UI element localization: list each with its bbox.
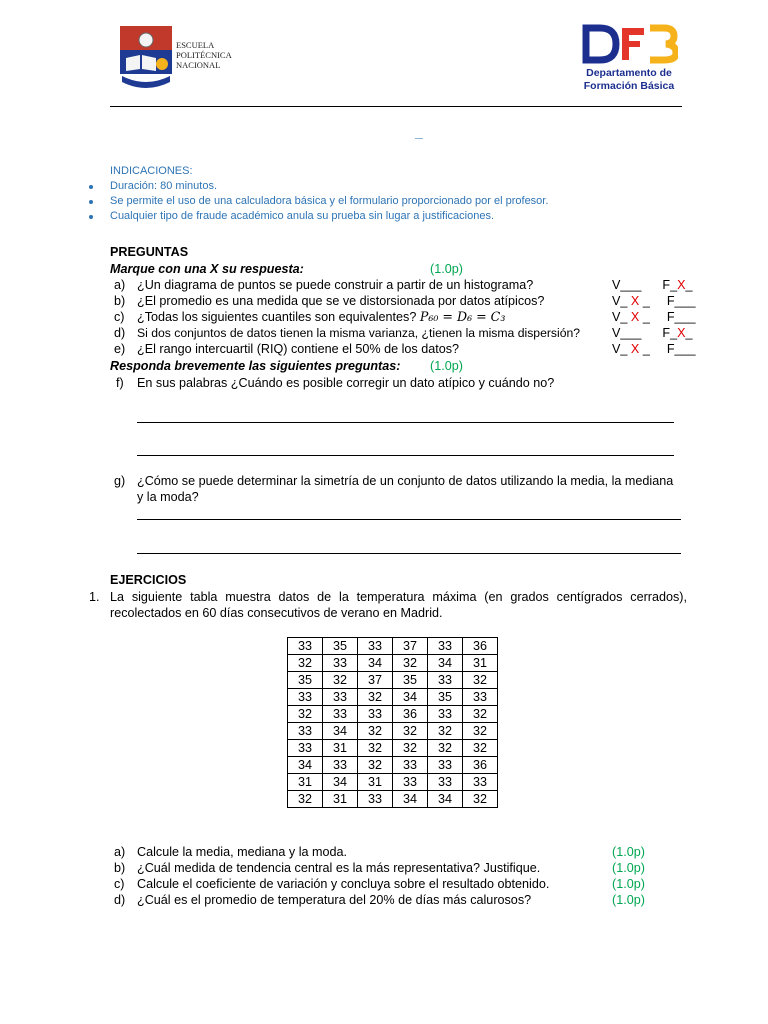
table-row (288, 672, 498, 689)
epn-logo-line-3: NACIONAL (176, 60, 221, 70)
table-cell: 33 (428, 672, 463, 689)
table-cell: 33 (393, 757, 428, 774)
ejercicio-statement-cont: recolectados en 60 días consecutivos de verano en Madrid. (110, 606, 443, 620)
exercise-question: Calcule la media, mediana y la moda. (137, 845, 348, 859)
table-cell: 35 (323, 638, 358, 655)
vf-answer (612, 293, 696, 309)
table-cell: 32 (393, 723, 428, 740)
table-cell: 31 (358, 774, 393, 791)
table-cell: 32 (288, 706, 323, 723)
table-cell: 32 (463, 791, 498, 808)
vf-question: ¿El promedio es una medida que se ve distorsionada por datos atípicos? (137, 294, 545, 308)
epn-logo-line-2: POLITÉCNICA (176, 50, 232, 60)
table-cell: 33 (428, 774, 463, 791)
title-mark: _ (415, 124, 423, 140)
table-row (288, 791, 498, 808)
table-cell: 34 (393, 689, 428, 706)
answer-line[interactable] (137, 422, 674, 423)
exercise-question: ¿Cuál medida de tendencia central es la más representativa? Justifique. (137, 861, 541, 875)
short-question-cont: y la moda? (137, 490, 199, 504)
indicacion-item: Se permite el uso de una calculadora básica y el formulario proporcionado por el profesor. (110, 195, 549, 207)
f-option[interactable]: F_X_ (662, 278, 693, 292)
table-cell: 33 (463, 689, 498, 706)
vf-question: Si dos conjuntos de datos tienen la misma varianza, ¿tienen la misma dispersión? (137, 326, 581, 340)
short-question: ¿Cómo se puede determinar la simetría de un conjunto de datos utilizando la media, la mediana (137, 474, 674, 488)
vf-letter: c) (114, 310, 125, 324)
v-option[interactable]: V_ X _ (612, 342, 650, 356)
epn-logo (120, 26, 240, 92)
table-row (288, 723, 498, 740)
table-cell: 32 (463, 723, 498, 740)
table-cell: 33 (323, 689, 358, 706)
exercise-question: Calcule el coeficiente de variación y concluya sobre el resultado obtenido. (137, 877, 550, 891)
table-cell: 35 (393, 672, 428, 689)
table-cell: 32 (463, 706, 498, 723)
bullet-icon (89, 215, 93, 219)
table-cell: 33 (358, 638, 393, 655)
short-question: En sus palabras ¿Cuándo es posible corregir un dato atípico y cuándo no? (137, 376, 555, 390)
dfb-mark-icon (582, 24, 678, 64)
table-cell: 34 (323, 774, 358, 791)
table-cell: 34 (358, 655, 393, 672)
table-cell: 34 (428, 791, 463, 808)
exercise-letter: c) (114, 877, 125, 891)
table-cell: 31 (323, 791, 358, 808)
table-cell: 34 (393, 791, 428, 808)
f-option[interactable]: F___ (666, 294, 696, 308)
v-option[interactable]: V_ X _ (612, 294, 650, 308)
ejercicio-number: 1. (89, 590, 100, 604)
f-option[interactable]: F___ (666, 310, 696, 324)
vf-letter: d) (114, 326, 126, 340)
table-cell: 32 (358, 740, 393, 757)
table-cell: 33 (288, 689, 323, 706)
header-divider (110, 106, 682, 107)
table-cell: 34 (428, 655, 463, 672)
short-letter: f) (116, 376, 124, 390)
exercise-points: (1.0p) (612, 861, 645, 875)
vf-letter: a) (114, 278, 126, 292)
table-cell: 35 (428, 689, 463, 706)
table-cell: 32 (288, 655, 323, 672)
dfb-name-line-2: Formación Básica (583, 80, 675, 92)
table-cell: 34 (288, 757, 323, 774)
table-cell: 33 (428, 706, 463, 723)
vf-answer (612, 277, 693, 293)
bullet-icon (89, 185, 93, 189)
table-row (288, 757, 498, 774)
table-cell: 36 (463, 638, 498, 655)
dfb-name-line-1: Departamento de (586, 67, 672, 79)
table-cell: 37 (358, 672, 393, 689)
table-cell: 33 (463, 774, 498, 791)
table-cell: 32 (288, 791, 323, 808)
table-cell: 32 (393, 655, 428, 672)
table-row (288, 655, 498, 672)
table-cell: 35 (288, 672, 323, 689)
vf-question: ¿Un diagrama de puntos se puede construir a partir de un histograma? (137, 278, 534, 292)
table-cell: 32 (463, 740, 498, 757)
vf-answer (612, 309, 696, 325)
table-row (288, 740, 498, 757)
ejercicio-statement: La siguiente tabla muestra datos de la temperatura máxima (en grados centígrados cerrados), (110, 590, 687, 604)
ejercicios-title: EJERCICIOS (110, 573, 187, 587)
table-cell: 36 (393, 706, 428, 723)
table-cell: 32 (428, 740, 463, 757)
dfb-logo (576, 24, 686, 96)
vf-answer (612, 341, 696, 357)
v-option[interactable]: V___ (612, 326, 642, 340)
vf-letter: e) (114, 342, 126, 356)
table-cell: 32 (393, 740, 428, 757)
vf-letter: b) (114, 294, 126, 308)
table-cell: 34 (323, 723, 358, 740)
table-cell: 31 (463, 655, 498, 672)
table-cell: 33 (288, 740, 323, 757)
table-cell: 37 (393, 638, 428, 655)
indicacion-item: Duración: 80 minutos. (110, 180, 217, 192)
vf-question: ¿Todas los siguientes cuantiles son equivalentes? P₆₀ = D₆ = C₃ (137, 309, 506, 324)
exercise-points: (1.0p) (612, 877, 645, 891)
f-option[interactable]: F_X_ (662, 326, 693, 340)
exercise-letter: b) (114, 861, 126, 875)
indicacion-item: Cualquier tipo de fraude académico anula su prueba sin lugar a justificaciones. (110, 210, 495, 222)
table-cell: 33 (288, 723, 323, 740)
table-cell: 33 (428, 638, 463, 655)
table-row (288, 706, 498, 723)
bullet-icon (89, 200, 93, 204)
temperature-table (287, 637, 498, 808)
table-cell: 33 (358, 706, 393, 723)
table-cell: 31 (323, 740, 358, 757)
table-cell: 32 (428, 723, 463, 740)
exercise-letter: a) (114, 845, 126, 859)
table-cell: 33 (428, 757, 463, 774)
exercise-points: (1.0p) (612, 845, 645, 859)
vf-answer (612, 325, 693, 341)
table-cell: 32 (358, 723, 393, 740)
table-cell: 33 (288, 638, 323, 655)
answer-line[interactable] (137, 455, 674, 456)
f-option[interactable]: F___ (666, 342, 696, 356)
exercise-letter: d) (114, 893, 126, 907)
vf-points: (1.0p) (430, 262, 463, 276)
short-instruction: Responda brevemente las siguientes preguntas: (110, 359, 401, 373)
exercise-points: (1.0p) (612, 893, 645, 907)
short-letter: g) (114, 474, 126, 488)
table-row (288, 689, 498, 706)
v-option[interactable]: V_ X _ (612, 310, 650, 324)
table-cell: 32 (358, 757, 393, 774)
indicaciones-title: INDICACIONES: (110, 165, 193, 177)
table-cell: 33 (358, 791, 393, 808)
epn-shield-icon (120, 26, 172, 92)
table-cell: 32 (323, 672, 358, 689)
exercise-question: ¿Cuál es el promedio de temperatura del 20% de días más calurosos? (137, 893, 532, 907)
table-row (288, 774, 498, 791)
preguntas-title: PREGUNTAS (110, 245, 189, 259)
quantile-formula: P₆₀ = D₆ = C₃ (419, 309, 506, 324)
answer-line[interactable] (137, 553, 681, 554)
short-points: (1.0p) (430, 359, 463, 373)
table-cell: 32 (463, 672, 498, 689)
vf-question: ¿El rango intercuartil (RIQ) contiene el 50% de los datos? (137, 342, 460, 356)
table-cell: 36 (463, 757, 498, 774)
answer-line[interactable] (137, 519, 681, 520)
vf-instruction: Marque con una X su respuesta: (110, 262, 304, 276)
v-option[interactable]: V___ (612, 278, 642, 292)
table-cell: 33 (323, 706, 358, 723)
table-cell: 31 (288, 774, 323, 791)
table-cell: 33 (323, 655, 358, 672)
table-cell: 33 (323, 757, 358, 774)
table-cell: 32 (358, 689, 393, 706)
epn-logo-line-1: ESCUELA (176, 40, 215, 50)
table-cell: 33 (393, 774, 428, 791)
table-row (288, 638, 498, 655)
